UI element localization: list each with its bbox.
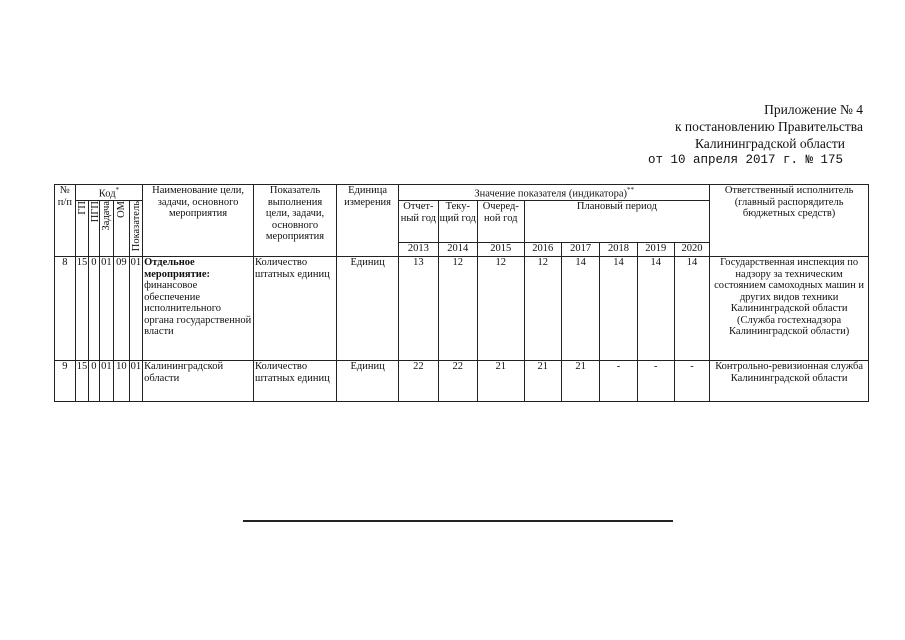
col-header-current-year: Теку-щий год xyxy=(438,201,477,243)
value-cell: 12 xyxy=(477,257,524,361)
value-cell: 21 xyxy=(477,361,524,402)
indicators-table xyxy=(54,184,869,402)
row-code-gp: 15 xyxy=(75,361,88,402)
value-cell: 22 xyxy=(399,361,438,402)
col-header-num: № п/п xyxy=(55,185,76,257)
code-sub-gp: ГП xyxy=(75,201,88,257)
value-cell: 14 xyxy=(600,257,637,361)
value-cell: 21 xyxy=(524,361,561,402)
value-cell: 12 xyxy=(524,257,561,361)
row-code-task: 01 xyxy=(99,257,114,361)
row-name: Калининградской области xyxy=(143,361,254,402)
col-header-next-year: Очеред-ной год xyxy=(477,201,524,243)
document-header xyxy=(648,101,863,169)
row-unit: Единиц xyxy=(336,361,398,402)
year-cell: 2016 xyxy=(524,243,561,257)
code-sub-pgp: ПГП xyxy=(89,201,99,257)
code-sub-task: Задача xyxy=(99,201,114,257)
row-unit: Единиц xyxy=(336,257,398,361)
year-cell: 2018 xyxy=(600,243,637,257)
appendix-region: Калининградской области xyxy=(694,136,845,151)
year-cell: 2017 xyxy=(561,243,599,257)
value-cell: 14 xyxy=(637,257,674,361)
row-code-task: 01 xyxy=(99,361,114,402)
col-header-value: Значение показателя (индикатора)** xyxy=(399,185,710,201)
col-header-name: Наименование цели, задачи, основного мероприятия xyxy=(143,185,254,257)
year-cell: 2013 xyxy=(399,243,438,257)
row-responsible: Контрольно-ревизионная служба Калининградской области xyxy=(710,361,869,402)
value-cell: 13 xyxy=(399,257,438,361)
appendix-date: от 10 апреля 2017 г. № 175 xyxy=(647,153,843,167)
row-code-gp: 15 xyxy=(75,257,88,361)
value-cell: 21 xyxy=(561,361,599,402)
table-row xyxy=(55,361,869,402)
row-code-pgp: 0 xyxy=(89,361,99,402)
col-header-code: Код* xyxy=(75,185,142,201)
row-name: Отдельное мероприятие: финансовое обеспечение исполнительного органа государственной власти xyxy=(143,257,254,361)
row-num: 9 xyxy=(55,361,76,402)
value-cell: 14 xyxy=(674,257,709,361)
table-row xyxy=(55,257,869,361)
row-code-om: 09 xyxy=(114,257,130,361)
year-cell: 2015 xyxy=(477,243,524,257)
value-cell: - xyxy=(637,361,674,402)
row-code-indicator: 01 xyxy=(129,257,142,361)
col-header-responsible: Ответственный исполнитель (главный распорядитель бюджетных средств) xyxy=(710,185,869,257)
row-indicator: Количество штатных единиц xyxy=(254,361,337,402)
value-cell: - xyxy=(600,361,637,402)
row-code-indicator: 01 xyxy=(129,361,142,402)
appendix-subtitle: к постановлению Правительства xyxy=(674,119,863,134)
year-cell: 2014 xyxy=(438,243,477,257)
row-num: 8 xyxy=(55,257,76,361)
col-header-unit: Единица измерения xyxy=(336,185,398,257)
value-cell: 14 xyxy=(561,257,599,361)
row-code-om: 10 xyxy=(114,361,130,402)
row-responsible: Государственная инспекция по надзору за техническим состоянием самоходных машин и других видов техники Калининградской области (Служба гостехнадзора Калининградской области) xyxy=(710,257,869,361)
col-header-plan-period: Плановый период xyxy=(524,201,710,243)
code-sub-indicator: Показатель xyxy=(129,201,142,257)
value-cell: 22 xyxy=(438,361,477,402)
row-indicator: Количество штатных единиц xyxy=(254,257,337,361)
year-cell: 2020 xyxy=(674,243,709,257)
year-cell: 2019 xyxy=(637,243,674,257)
col-header-report-year: Отчет-ный год xyxy=(399,201,438,243)
appendix-title: Приложение № 4 xyxy=(764,102,863,117)
value-cell: 12 xyxy=(438,257,477,361)
row-code-pgp: 0 xyxy=(89,257,99,361)
value-cell: - xyxy=(674,361,709,402)
signature-divider xyxy=(243,520,673,522)
col-header-indicator: Показатель выполнения цели, задачи, основного мероприятия xyxy=(254,185,337,257)
code-sub-om: ОМ xyxy=(114,201,130,257)
